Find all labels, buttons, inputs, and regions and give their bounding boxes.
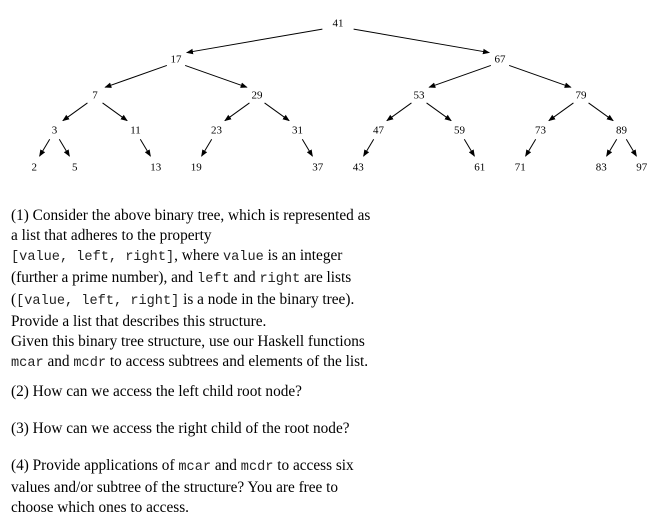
- edge-root-r-r-r-l: [607, 139, 617, 156]
- code-node-form: [value, left, right]: [16, 294, 180, 309]
- tree-node-root-l-l-l-l: 2: [31, 161, 37, 174]
- edge-root-l-r-l: [225, 103, 250, 121]
- tree-edges: [40, 29, 637, 156]
- tree-node-root-l-l-l: 3: [51, 124, 58, 137]
- tree-node-root-l-l-l-r: 5: [72, 161, 78, 174]
- q1-line-7: Given this binary tree structure, use our Haskell functions: [11, 333, 365, 350]
- edge-root-l-l-r: [103, 103, 128, 121]
- edge-root-l-l-l: [63, 103, 88, 121]
- code-mcar: mcar: [11, 356, 44, 371]
- q1-line-2: a list that adheres to the property: [11, 227, 212, 244]
- q1-line-5: ([value, left, right] is a node in the binary tree).: [11, 291, 355, 309]
- edge-root-l-l-l-r: [59, 139, 69, 156]
- code-mcdr: mcdr: [73, 356, 107, 371]
- q4-line-2: values and/or subtree of the structure? You are free to: [11, 479, 339, 496]
- code-value: value: [223, 250, 264, 265]
- code-left: left: [197, 272, 230, 287]
- q1-line-1: (1) Consider the above binary tree, which is represented as: [11, 207, 371, 224]
- binary-tree-diagram: [0, 0, 670, 200]
- code-mcdr: mcdr: [240, 460, 274, 475]
- q4-line-3: choose which ones to access.: [11, 499, 189, 516]
- edge-root-r-l: [429, 65, 491, 87]
- edge-root-r-r-l-l: [526, 139, 536, 156]
- edge-root-l-r-r-r: [302, 139, 312, 156]
- tree-node-root-l-l-r-r: 13: [150, 161, 162, 174]
- code-right: right: [259, 272, 301, 287]
- edge-root-l-l-l-l: [40, 139, 50, 156]
- edge-root-l: [187, 29, 323, 52]
- tree-node-root-l: 17: [170, 53, 182, 66]
- edge-root-r-r-r-r: [626, 139, 636, 156]
- tree-node-root-r-l-l-l: 43: [352, 161, 364, 174]
- question-1: [11, 206, 431, 374]
- edge-root-l-l-r-r: [140, 139, 150, 156]
- tree-nodes: [32, 18, 648, 174]
- tree-node-root-r-r-l-l: 71: [514, 161, 526, 174]
- edge-root-l-l: [105, 65, 167, 87]
- tree-node-root-l-l-r: 11: [130, 124, 141, 137]
- code-mcar: mcar: [178, 460, 212, 475]
- q4-line-1: (4) Provide applications of mcar and mcdr to access six: [11, 457, 354, 475]
- tree-node-root-r-r-r-r: 97: [636, 161, 648, 174]
- tree-node-root-r-r-r: 89: [616, 124, 627, 137]
- tree-node-root-l-r-l-l: 19: [190, 161, 202, 174]
- tree-node-root-r: 67: [494, 53, 506, 66]
- code-value-left-right: [value, left, right]: [11, 250, 175, 265]
- edge-root-r-r-r: [589, 103, 614, 121]
- q1-line-8: mcar and mcdr to access subtrees and elements of the list.: [11, 353, 369, 371]
- edge-root-r-l-r: [427, 103, 452, 121]
- tree-node-root-l-r-r: 31: [292, 124, 303, 137]
- question-3: (3) How can we access the right child of the root node?: [11, 420, 350, 437]
- tree-node-root-r-l-r: 59: [454, 124, 465, 137]
- tree-node-root-r-r: 79: [575, 89, 587, 102]
- edge-root-r-r-l: [549, 103, 574, 121]
- edge-root-r-l-l-l: [364, 139, 374, 156]
- q1-line-3: [value, left, right], where value is an integer: [11, 247, 343, 265]
- edge-root-r-r: [509, 65, 571, 87]
- edge-root-l-r-l-l: [202, 139, 212, 156]
- question-2: (2) How can we access the left child root node?: [11, 383, 302, 400]
- tree-node-root-r-l-r-r: 61: [474, 161, 486, 174]
- edge-root-l-r: [185, 65, 247, 87]
- tree-node-root: 41: [332, 17, 344, 30]
- tree-node-root-r-r-r-l: 83: [595, 161, 607, 174]
- question-4: [11, 456, 431, 518]
- edge-root-r-l-l: [387, 103, 412, 121]
- tree-node-root-r-l-l: 47: [373, 124, 384, 137]
- edge-root-l-r-r: [265, 103, 290, 121]
- tree-node-root-l-r: 29: [251, 89, 263, 102]
- q1-line-6: Provide a list that describes this structure.: [11, 313, 267, 330]
- tree-node-root-r-r-l: 73: [535, 124, 546, 137]
- tree-node-root-r-l: 53: [413, 89, 425, 102]
- q1-line-4: (further a prime number), and left and right are lists: [11, 269, 352, 287]
- tree-node-root-l-l: 7: [92, 89, 98, 102]
- tree-node-root-l-r-l: 23: [211, 124, 222, 137]
- edge-root-r: [354, 29, 490, 52]
- tree-node-root-l-r-r-r: 37: [312, 161, 324, 174]
- edge-root-r-l-r-r: [464, 139, 474, 156]
